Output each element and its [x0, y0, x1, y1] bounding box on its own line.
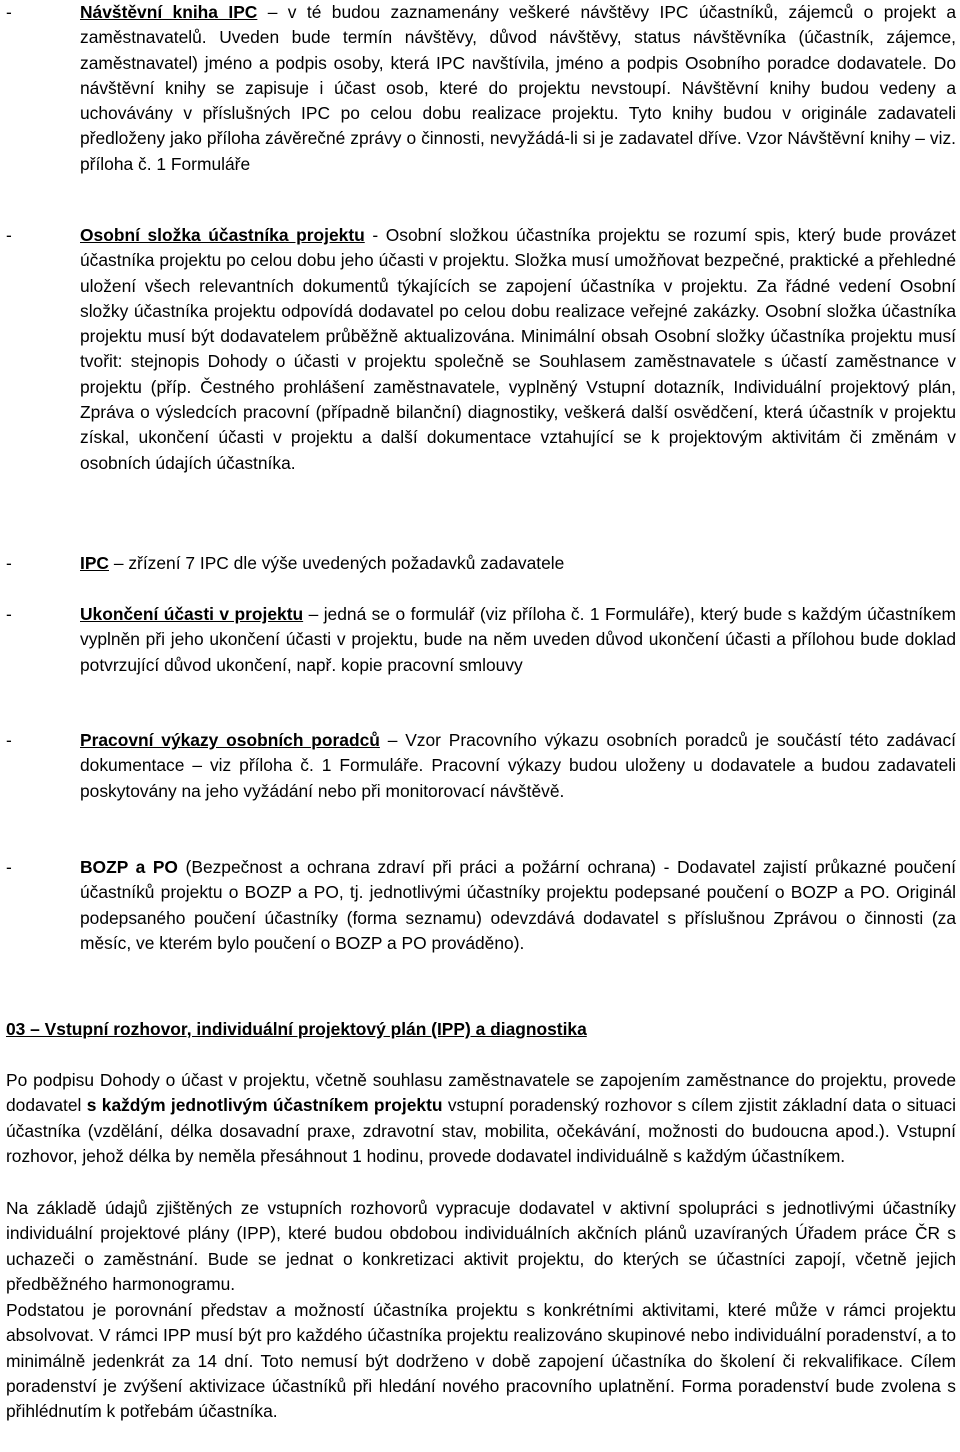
bullet-text [80, 728, 956, 804]
bullet-title: BOZP a PO [80, 857, 178, 877]
paragraph-ipp [6, 1196, 956, 1297]
bullet-item-bozp [6, 855, 956, 956]
section-heading: 03 – Vstupní rozhovor, individuální projektový plán (IPP) a diagnostika [6, 1019, 587, 1039]
bullet-text [80, 602, 956, 678]
paragraph-counselling [6, 1298, 956, 1424]
paragraph-intro [6, 1068, 956, 1169]
bullet-body-text: – jedná se o formulář (viz příloha č. 1 Formuláře), který bude s každým účastníkem vyplněn při jeho ukončení účasti v projektu, bude na něm uveden důvod ukončení účasti a přílohou bude doklad potvrzující důvod ukončení, např. kopie pracovní smlouvy [80, 604, 956, 675]
bullet-title: IPC [80, 553, 109, 573]
bullet-title: Osobní složka účastníka projektu [80, 225, 365, 245]
bullet-dash: - [6, 2, 12, 22]
bullet-body-text: (Bezpečnost a ochrana zdraví při práci a požární ochrana) - Dodavatel zajistí průkazné poučení účastníků projektu o BOZP a PO, tj. jednotlivými účastníky projektu podepsané poučení o BOZP a PO. Originál podepsaného poučení účastníky (forma seznamu) odevzdává dodavatel s příslušnou Zprávou o činnosti (za měsíc, ve kterém bylo poučení o BOZP a PO prováděno). [80, 857, 956, 953]
bullet-body-text: – v té budou zaznamenány veškeré návštěvy IPC účastníků, zájemců o projekt a zaměstnavatelů. Uveden bude termín návštěvy, důvod návštěvy, status návštěvníka (účastník, zájemce, zaměstnavatel) jméno a podpis osoby, která IPC navštívila, jméno a podpis Osobního poradce dodavatele. Do návštěvní knihy se zapisuje i účast osob, které do projektu nevstoupí. Návštěvní knihy budou vedeny a uchovávány v příslušných IPC po celou dobu realizace projektu. Tyto knihy budou v originále zadavateli předloženy jako příloha závěrečné zprávy o činnosti, nevyžádá-li si je zadavatel dříve. Vzor Návštěvní knihy – viz. příloha č. 1 Formuláře [80, 2, 956, 174]
bullet-body-text: - Osobní složkou účastníka projektu se rozumí spis, který bude provázet účastníka projektu po celou dobu jeho účasti v projektu. Složka musí umožňovat bezpečné, praktické a přehledné uložení všech relevantních dokumentů týkajících se zapojení účastníka v projektu. Za řádné vedení Osobní složky účastníka projektu odpovídá dodavatel po celou dobu realizace veřejné zakázky. Osobní složka účastníka projektu musí být dodavatelem průběžně aktualizována. Minimální obsah Osobní složky účastníka projektu musí tvořit: stejnopis Dohody o účasti v projektu společně se Souhlasem zaměstnavatele s účastí zaměstnance v projektu (příp. Čestného prohlášení zaměstnavatele, vyplněný Vstupní dotazník, Individuální projektový plán, Zpráva o výsledcích pracovní (případně bilanční) diagnostiky, veškerá další osvědčení, která účastník v projektu získal, ukončení účasti v projektu a další dokumentace vztahující se k projektovým aktivitám či změnám v osobních údajích účastníka. [80, 225, 956, 473]
paragraph-text: vstupní poradenský rozhovor s cílem zjistit základní data o situaci účastníka (vzdělání, délka dosavadní praxe, zdravotní stav, mobilita, očekávání, možnosti do budoucna apod.). Vstupní rozhovor, jehož délka by neměla přesáhnout 1 hodinu, provede dodavatel individuálně s každým účastníkem. [6, 1095, 956, 1166]
bullet-item-visitor-book [6, 0, 956, 177]
bullet-text [80, 0, 956, 177]
bullet-body-text: – zřízení 7 IPC dle výše uvedených požadavků zadavatele [109, 553, 565, 573]
bullet-item-ipc [6, 551, 956, 576]
paragraph-text: Po podpisu Dohody o účast v projektu, včetně souhlasu zaměstnavatele se zapojením zaměstnance do projektu, provede dodavatel [6, 1070, 956, 1116]
bullet-item-personal-file [6, 223, 956, 476]
paragraph-emphasis: s každým jednotlivým účastníkem projektu [86, 1095, 443, 1116]
bullet-dash: - [6, 604, 12, 624]
bullet-text [80, 223, 956, 476]
bullet-body-text: – Vzor Pracovního výkazu osobních poradců je součástí této zadávací dokumentace – viz příloha č. 1 Formuláře. Pracovní výkazy budou uloženy u dodavatele a budou zadavateli poskytovány na jeho vyžádání nebo při monitorovací návštěvě. [80, 730, 957, 801]
bullet-title: Návštěvní kniha IPC [80, 2, 258, 22]
paragraph-text: Na základě údajů zjištěných ze vstupních rozhovorů vypracuje dodavatel v aktivní spolupráci s jednotlivými účastníky individuální projektové plány (IPP), které budou obdobou individuálních akčních plánů uzavíraných Úřadem práce ČR s uchazeči o zaměstnání. Bude se jednat o konkretizaci aktivit projektu, do kterých se účastníci zapojí, včetně jejich předběžného harmonogramu. [6, 1198, 956, 1294]
bullet-dash: - [6, 730, 12, 750]
bullet-dash: - [6, 553, 12, 573]
bullet-item-termination [6, 602, 956, 678]
paragraph-text: Podstatou je porovnání představ a možností účastníka projektu s konkrétními aktivitami, které může v rámci projektu absolvovat. V rámci IPP musí být pro každého účastníka projektu realizováno skupinové nebo individuální poradenství, a to minimálně jedenkrát za 14 dní. Toto nemusí být dodrženo v době zapojení účastníka do školení či rekvalifikace. Cílem poradenství je zvýšení aktivizace účastníků při hledání nového pracovního uplatnění. Forma poradenství bude zvolena s přihlédnutím k potřebám účastníka. [6, 1300, 956, 1422]
bullet-dash: - [6, 225, 12, 245]
bullet-item-work-reports [6, 728, 956, 804]
bullet-dash: - [6, 857, 12, 877]
bullet-title: Ukončení účasti v projektu [80, 604, 304, 624]
bullet-text [80, 551, 956, 576]
bullet-text [80, 855, 956, 956]
bullet-title: Pracovní výkazy osobních poradců [80, 730, 380, 750]
